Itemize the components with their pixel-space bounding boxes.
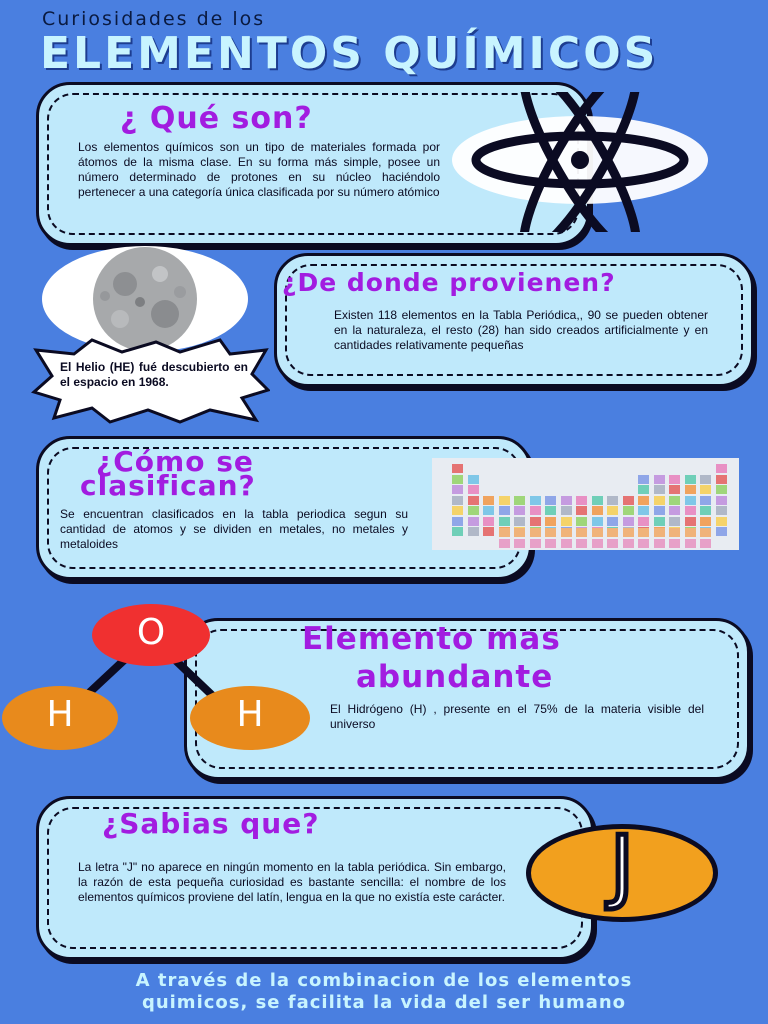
footer-message — [20, 970, 748, 1014]
text-sabias: La letra "J" no aparece en ningún momento en la tabla periódica. Sin embargo, la razón de esta pequeña curiosidad es bastante sencilla: el nombre de los elementos químicos proviene del latín, lengua en la que no existía este carácter. — [78, 860, 506, 904]
periodic-cell — [685, 485, 696, 494]
periodic-cell — [716, 517, 727, 526]
periodic-cell — [576, 517, 587, 526]
periodic-cell — [561, 496, 572, 505]
periodic-cell — [576, 539, 587, 548]
periodic-cell — [452, 517, 463, 526]
periodic-cell — [452, 496, 463, 505]
periodic-cell — [499, 539, 510, 548]
footer-line-2: quimicos, se facilita la vida del ser humano — [141, 992, 627, 1013]
text-provienen: Existen 118 elementos en la Tabla Periódica,, 90 se pueden obtener en la naturaleza, el resto (28) han sido creados artificialmente y en cantidades relativamente pequeñas — [334, 308, 708, 352]
periodic-cell — [483, 517, 494, 526]
periodic-cell — [452, 464, 463, 473]
periodic-cell — [623, 539, 634, 548]
periodic-cell — [623, 528, 634, 537]
periodic-cell — [654, 517, 665, 526]
periodic-cell — [669, 517, 680, 526]
periodic-cell — [468, 496, 479, 505]
periodic-cell — [468, 475, 479, 484]
periodic-cell — [685, 475, 696, 484]
periodic-cell — [638, 539, 649, 548]
periodic-cell — [468, 517, 479, 526]
periodic-cell — [638, 517, 649, 526]
periodic-cell — [530, 496, 541, 505]
periodic-table-image — [432, 458, 739, 550]
periodic-cell — [669, 528, 680, 537]
periodic-cell — [685, 528, 696, 537]
heading-provienen: ¿De donde provienen? — [282, 268, 616, 297]
periodic-cell — [700, 506, 711, 515]
text-que-son: Los elementos químicos son un tipo de materiales formada por átomos de la misma clase. En su forma más simple, posee un número determinado de protones en su núcleo haciéndolo pertenecer a una categoría única clasificada por su número atómico — [78, 140, 440, 199]
periodic-cell — [700, 539, 711, 548]
periodic-cell — [685, 539, 696, 548]
periodic-cell — [669, 475, 680, 484]
periodic-cell — [530, 506, 541, 515]
atom-icon — [440, 92, 720, 232]
periodic-cell — [654, 475, 665, 484]
periodic-cell — [623, 517, 634, 526]
text-clasifican: Se encuentran clasificados en la tabla periodica segun su cantidad de atomos y se dividen en metales, no metales y metaloides — [60, 507, 408, 551]
hydrogen-label-left: H — [46, 694, 74, 735]
periodic-cell — [716, 485, 727, 494]
periodic-cell — [452, 527, 463, 536]
periodic-cell — [716, 464, 727, 473]
periodic-cell — [576, 496, 587, 505]
subtitle: Curiosidades de los — [42, 8, 266, 30]
periodic-cell — [607, 506, 618, 515]
periodic-cell — [530, 528, 541, 537]
periodic-cell — [700, 528, 711, 537]
periodic-cell — [545, 496, 556, 505]
periodic-cell — [685, 506, 696, 515]
periodic-cell — [716, 496, 727, 505]
heading-abundante-2: abundante — [356, 659, 554, 695]
periodic-cell — [499, 506, 510, 515]
periodic-cell — [561, 539, 572, 548]
periodic-cell — [638, 485, 649, 494]
heading-clasifican-1: ¿Cómo se — [96, 445, 254, 478]
periodic-cell — [545, 539, 556, 548]
periodic-cell — [623, 506, 634, 515]
periodic-cell — [592, 506, 603, 515]
periodic-cell — [468, 527, 479, 536]
periodic-cell — [700, 496, 711, 505]
periodic-cell — [592, 496, 603, 505]
periodic-cell — [452, 506, 463, 515]
periodic-cell — [561, 517, 572, 526]
periodic-cell — [700, 517, 711, 526]
heading-clasifican-2: clasifican? — [80, 469, 256, 502]
periodic-cell — [654, 496, 665, 505]
periodic-cell — [716, 506, 727, 515]
periodic-cell — [669, 506, 680, 515]
footer-line-1: A través de la combinacion de los elementos — [135, 970, 633, 991]
periodic-cell — [716, 475, 727, 484]
periodic-cell — [514, 506, 525, 515]
periodic-cell — [483, 496, 494, 505]
periodic-cell — [483, 506, 494, 515]
periodic-cell — [638, 506, 649, 515]
periodic-cell — [514, 517, 525, 526]
text-helio: El Helio (HE) fué descubierto en el espacio en 1968. — [60, 360, 248, 389]
periodic-cell — [654, 528, 665, 537]
periodic-cell — [499, 528, 510, 537]
periodic-cell — [452, 475, 463, 484]
periodic-cell — [592, 528, 603, 537]
periodic-cell — [530, 517, 541, 526]
periodic-cell — [623, 496, 634, 505]
periodic-cell — [638, 528, 649, 537]
oxygen-label: O — [136, 612, 166, 653]
periodic-cell — [561, 506, 572, 515]
j-letter: J — [610, 819, 634, 912]
periodic-cell — [514, 496, 525, 505]
periodic-cell — [483, 527, 494, 536]
periodic-cell — [514, 539, 525, 548]
periodic-cell — [700, 485, 711, 494]
periodic-cell — [607, 496, 618, 505]
heading-sabias: ¿Sabias que? — [102, 807, 320, 840]
periodic-cell — [607, 517, 618, 526]
periodic-cell — [669, 485, 680, 494]
periodic-cell — [669, 539, 680, 548]
periodic-cell — [685, 517, 696, 526]
periodic-cell — [607, 539, 618, 548]
periodic-cell — [716, 527, 727, 536]
periodic-cell — [669, 496, 680, 505]
periodic-cell — [561, 528, 572, 537]
heading-abundante-1: Elemento mas — [302, 621, 561, 657]
periodic-cell — [638, 496, 649, 505]
periodic-cell — [468, 485, 479, 494]
periodic-cell — [545, 506, 556, 515]
periodic-cell — [654, 485, 665, 494]
hydrogen-label-right: H — [236, 694, 264, 735]
periodic-cell — [545, 528, 556, 537]
text-abundante: El Hidrógeno (H) , presente en el 75% de la materia visible del universo — [330, 702, 704, 731]
periodic-cell — [576, 528, 587, 537]
periodic-cell — [638, 475, 649, 484]
heading-que-son: ¿ Qué son? — [120, 101, 313, 136]
page-title: ELEMENTOS QUÍMICOS — [40, 28, 659, 79]
periodic-cell — [654, 506, 665, 515]
periodic-cell — [700, 475, 711, 484]
periodic-cell — [468, 506, 479, 515]
periodic-cell — [530, 539, 541, 548]
periodic-cell — [685, 496, 696, 505]
periodic-cell — [592, 539, 603, 548]
periodic-cell — [514, 528, 525, 537]
periodic-cell — [654, 539, 665, 548]
periodic-cell — [499, 517, 510, 526]
periodic-cell — [592, 517, 603, 526]
periodic-cell — [607, 528, 618, 537]
periodic-cell — [576, 506, 587, 515]
periodic-cell — [545, 517, 556, 526]
periodic-cell — [452, 485, 463, 494]
periodic-cell — [499, 496, 510, 505]
